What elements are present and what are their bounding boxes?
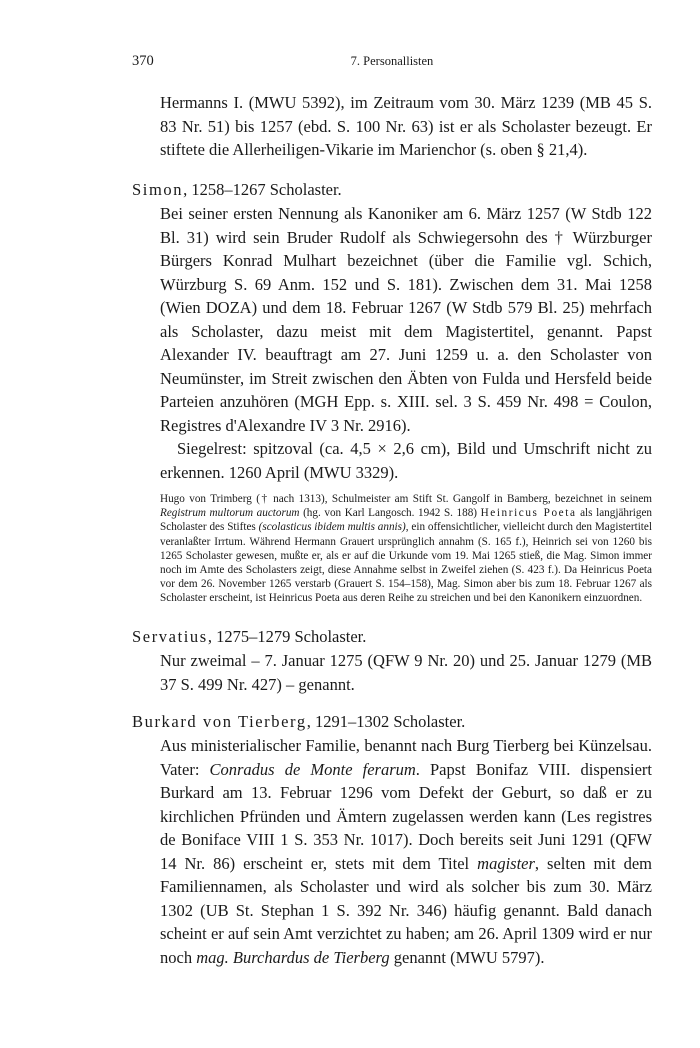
note-text: , ein offensichtlicher, vielleicht durch den Magistertitel veranlaßter Irrtum. Während Hermann Grauert ursprünglich annahm (S. 165 f.), Heinrich sei von 1260 bis 1265 Scholaster gewesen, mußte er, als er auf die Urkunde vom 19. Mai 1265 stieß, die Mag. Simon immer noch im Amte des Scholasters zeigt, diese Annahme selbst in Zweifel ziehen (S. 423 f.). Da Heinricus Poeta vor dem 26. November 1265 verstarb (Grauert S. 154–158), Mag. Simon aber bis zum 18. Februar 1267 als Scholaster erscheint, ist Heinricus Poeta aus deren Reihe zu streichen und bei den Kanonikern einzuordnen. <box>160 521 652 605</box>
entry-simon <box>132 178 652 606</box>
running-head <box>132 53 652 73</box>
entry-dates: , 1291–1302 Scholaster. <box>306 712 466 731</box>
continuation-paragraph: Hermanns I. (MWU 5392), im Zeitraum vom 30. März 1239 (MB 45 S. 83 Nr. 51) bis 1257 (ebd. S. 100 Nr. 63) ist er als Scholaster bezeugt. Er stiftete die Allerheiligen-Vikarie im Marienchor (s. oben § 21,4). <box>160 93 652 159</box>
entry-name: Simon <box>132 180 184 199</box>
body-text: genannt (MWU 5797). <box>389 947 545 967</box>
body-text: Aus ministerialischer Familie, benannt nach Burg Tierberg bei Künzelsau. Vater: <box>160 736 652 779</box>
later-name: mag. Burchardus de Tierberg <box>196 947 390 967</box>
entry-dates: , 1258–1267 Scholaster. <box>183 180 342 199</box>
entry-body: Nur zweimal – 7. Januar 1275 (QFW 9 Nr. 20) und 25. Januar 1279 (MB 37 S. 499 Nr. 427) – genannt. <box>160 651 652 694</box>
entry-servatius <box>132 625 652 696</box>
body-text: . Papst Bonifaz VIII. dispensiert Burkard am 13. Februar 1296 vom Defekt der Geburt, so daß er zu kirchlichen Pfründen und Ämtern zugelassen werden kann (Les registres de Boniface VIII 1 S. 353 Nr. 1017). Doch bereits seit Juni 1291 (QFW 14 Nr. 86) erscheint er, stets mit dem Titel <box>160 759 652 873</box>
seal-description: Siegelrest: spitzoval (ca. 4,5 × 2,6 cm), Bild und Umschrift nicht zu erkennen. 1260 April (MWU 3329). <box>160 439 652 482</box>
note-work-title: Registrum multorum auctorum <box>160 507 300 520</box>
entry-body: Bei seiner ersten Nennung als Kanoniker am 6. März 1257 (W Stdb 122 Bl. 31) wird sein Bruder Rudolf als Schwiegersohn des † Würzburger Bürgers Konrad Mulhart bezeichnet (über die Familie vgl. Schich, Würzburg S. 69 Anm. 152 und S. 181). Zwischen dem 31. Mai 1258 (Wien DOZA) und dem 18. Februar 1267 (W Stdb 579 Bl. 25) mehrfach als Scholaster, dazu meist mit dem Magistertitel, genannt. Papst Alexander IV. beauftragt am 27. Juni 1259 u. a. den Scholaster von Neumünster, im Streit zwischen den Äbten von Fulda und Hersfeld beide Parteien anzuhören (MGH Epp. s. XIII. sel. 3 S. 459 Nr. 498 = Coulon, Registres d'Alexandre IV 3 Nr. 2916). <box>160 204 652 435</box>
entry-dates: , 1275–1279 Scholaster. <box>207 627 367 646</box>
title-word: magister <box>477 853 535 873</box>
entry-name: Servatius <box>132 627 208 646</box>
note-latin-quote: (scolasticus ibidem multis annis) <box>258 521 406 534</box>
entry-burkard <box>132 710 652 969</box>
body-text: , selten mit dem Familiennamen, als Scholaster und wird als solcher bis zum 30. März 1302 (UB St. Stephan 1 S. 392 Nr. 346) häufig genannt. Bald danach scheint er auf sein Amt verzichtet zu haben; am 26. April 1309 wird er nur noch <box>160 853 652 967</box>
note-text: als langjährigen Scholaster des Stiftes <box>160 507 653 534</box>
entry-body <box>160 734 652 969</box>
chapter-title: 7. Personallisten <box>350 54 434 68</box>
father-name: Conradus de Monte ferarum <box>209 759 416 779</box>
note-text: (hg. von Karl Langosch. 1942 S. 188) <box>299 507 481 520</box>
entry-heading <box>132 710 652 734</box>
entry-heading <box>132 625 652 649</box>
continuation-entry <box>132 91 652 162</box>
note-person-name: Heinricus Poeta <box>480 507 577 520</box>
page-number: 370 <box>132 53 154 69</box>
footnote-paragraph <box>160 492 652 606</box>
entry-name: Burkard von Tierberg <box>132 712 307 731</box>
entry-heading <box>132 178 652 202</box>
note-text: Hugo von Trimberg († nach 1313), Schulmeister am Stift St. Gangolf in Bamberg, bezeichnet in seinem <box>160 493 652 505</box>
